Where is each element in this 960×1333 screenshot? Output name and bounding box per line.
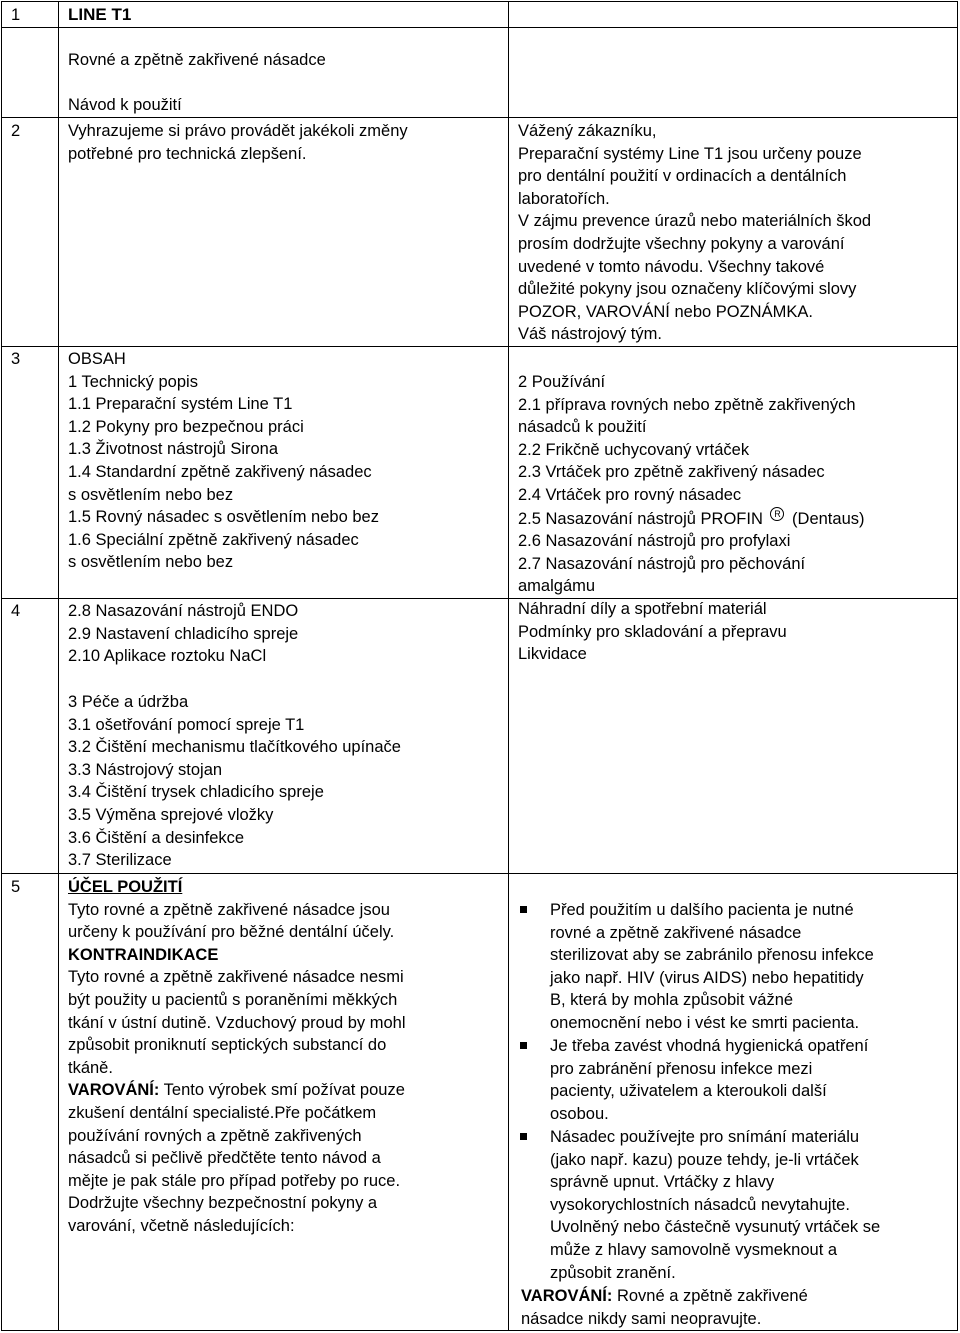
square-bullet-icon (520, 1042, 527, 1049)
row-number-5: 5 (11, 878, 21, 896)
toc-entry: 3 Péče a údržba (68, 693, 189, 711)
toc-entry: 3.4 Čištění trysek chladicího spreje (68, 783, 324, 802)
letter-line: uvedené v tomto návodu. Všechny takové (518, 257, 825, 276)
row-divider-2 (1, 117, 958, 118)
letter-line: Váš nástrojový tým. (518, 325, 662, 344)
toc-entry: 3.5 Výměna sprejové vložky (68, 805, 274, 824)
contra-line: být použity u pacientů s poraněními měkkých (68, 990, 398, 1009)
toc-entry: 1.2 Pokyny pro bezpečnou práci (68, 417, 304, 436)
toc-entry: 2.8 Nasazování nástrojů ENDO (68, 602, 299, 620)
bullet-line: jako např. HIV (virus AIDS) nebo hepatitidy (550, 968, 864, 987)
toc-entry: 2.6 Nasazování nástrojů pro profylaxi (518, 532, 791, 551)
customer-letter (518, 120, 871, 346)
bullet-line: B, která by mohla způsobit vážné (550, 991, 794, 1010)
toc-entry-profin (518, 507, 865, 531)
bullet-line: sterilizovat aby se zabránilo přenosu infekce (550, 946, 874, 965)
letter-line: Preparační systémy Line T1 jsou určeny pouze (518, 144, 862, 163)
toc-entry: 1.5 Rovný násadec s osvětlením nebo bez (68, 508, 379, 527)
final-warning-text: Rovné a zpětně zakřivené (612, 1287, 808, 1305)
warning-line: násadců si pečlivě předčtěte tento návod a (68, 1149, 381, 1168)
warning-first-line (68, 1079, 406, 1102)
toc-entry: Náhradní díly a spotřební materiál (518, 599, 767, 618)
final-warning-first-line (521, 1285, 808, 1308)
warning-line: varování, včetně následujících: (68, 1216, 295, 1235)
toc-entry: s osvětlením nebo bez (68, 485, 234, 504)
bullet-line: může z hlavy samovolně vysmeknout a (550, 1240, 838, 1259)
column-divider-middle (508, 1, 509, 1331)
bullet-line: osobou. (550, 1104, 609, 1123)
bullet-line: pro zabránění přenosu infekce mezi (550, 1059, 813, 1078)
letter-line: důležité pokyny jsou označeny klíčovými slovy (518, 280, 857, 299)
purpose-heading: ÚČEL POUŽITÍ (68, 878, 183, 896)
bullet-line: vysokorychlostních násadců nevytahujte. (550, 1195, 850, 1214)
toc-entry: 3.1 ošetřování pomocí spreje T1 (68, 715, 305, 734)
toc-entry: 2.10 Aplikace roztoku NaCl (68, 647, 267, 666)
purpose-line: určeny k používání pro běžné dentální účely. (68, 923, 395, 942)
row-number-2: 2 (11, 122, 21, 140)
profin-text: 2.5 Nasazování nástrojů PROFIN (518, 509, 763, 528)
warning-text: Tento výrobek smí požívat pouze (159, 1081, 405, 1100)
warning-line: mějte je pak stále pro případ potřeby po ruce. (68, 1171, 401, 1190)
toc-entry: 2.9 Nastavení chladicího spreje (68, 624, 299, 643)
product-subtitle: Rovné a zpětně zakřivené násadce (68, 51, 326, 69)
toc-entry: 2.3 Vrtáček pro zpětně zakřivený násadec (518, 463, 825, 482)
toc-entry: 2 Používání (518, 373, 606, 391)
contra-line: způsobit proniknutí septických substancí do (68, 1036, 387, 1055)
toc-entry: 1.4 Standardní zpětně zakřivený násadec (68, 462, 372, 481)
row-number-1: 1 (11, 6, 21, 24)
letter-line: V zájmu prevence úrazů nebo materiálních škod (518, 212, 872, 231)
letter-line: POZOR, VAROVÁNÍ nebo POZNÁMKA. (518, 302, 813, 321)
toc-entry: 2.1 příprava rovných nebo zpětně zakřivených (518, 395, 856, 414)
warning-line: používání rovných a zpětně zakřivených (68, 1126, 362, 1145)
disclaimer-line: Vyhrazujeme si právo provádět jakékoli změny (68, 122, 408, 140)
toc-right (518, 371, 865, 666)
profin-suffix: (Dentaus) (792, 509, 865, 528)
toc-entry: Likvidace (518, 645, 587, 664)
product-title: LINE T1 (68, 5, 132, 24)
contraindication-heading: KONTRAINDIKACE (68, 945, 219, 964)
toc-entry: 2.2 Frikčně uchycovaný vrtáček (518, 440, 750, 459)
warning-label: VAROVÁNÍ: (68, 1081, 160, 1100)
warning-line: Dodržujte všechny bezpečnostní pokyny a (68, 1194, 378, 1213)
toc-entry: 3.7 Sterilizace (68, 851, 172, 870)
column-divider-number (58, 1, 59, 1331)
disclaimer-line: potřebné pro technická zlepšení. (68, 144, 307, 163)
row-number-4: 4 (11, 602, 21, 620)
bullet-line: rovné a zpětně zakřivené násadce (550, 923, 802, 942)
toc-entry: 3.3 Nástrojový stojan (68, 760, 223, 779)
toc-care-section (68, 691, 401, 872)
purpose-line: Tyto rovné a zpětně zakřivené násadce jsou (68, 900, 390, 919)
final-warning-line: násadce nikdy sami neopravujte. (521, 1309, 762, 1328)
row-divider-5 (1, 873, 958, 874)
bullet-line: onemocnění nebo i vést ke smrti pacienta. (550, 1013, 860, 1032)
bullet-line: Uvolněný nebo částečně vysunutý vrtáček se (550, 1218, 881, 1237)
row-divider-1 (1, 27, 958, 28)
letter-line: pro dentální použití v ordinacích a dentálních (518, 167, 847, 186)
toc-entry: 1 Technický popis (68, 372, 198, 391)
warning-line: zkušení dentální specialisté.Pře počátkem (68, 1103, 377, 1122)
contra-line: tkáně. (68, 1058, 113, 1077)
contra-line: tkání v ústní dutině. Vzduchový proud by mohl (68, 1013, 406, 1032)
contra-line: Tyto rovné a zpětně zakřivené násadce nesmi (68, 968, 404, 987)
letter-line: Vážený zákazníku, (518, 122, 657, 140)
toc-left-continued (68, 600, 298, 668)
toc-entry: 2.4 Vrtáček pro rovný násadec (518, 485, 742, 504)
final-warning-label: VAROVÁNÍ: (521, 1287, 613, 1305)
letter-line: laboratořích. (518, 189, 610, 208)
bullet-line: způsobit zranění. (550, 1263, 676, 1282)
toc-entry: 1.3 Životnost nástrojů Sirona (68, 440, 279, 459)
row-divider-3 (1, 346, 958, 347)
manual-heading: Návod k použití (68, 96, 182, 114)
toc-entry: 2.7 Nasazování nástrojů pro pěchování (518, 554, 806, 573)
bullet-line: Násadec používejte pro snímání materiálu (550, 1128, 860, 1146)
toc-entry: 1.6 Speciální zpětně zakřivený násadec (68, 530, 359, 549)
letter-line: prosím dodržujte všechny pokyny a varování (518, 234, 845, 253)
purpose-section (68, 876, 406, 1238)
square-bullet-icon (520, 1133, 527, 1140)
toc-entry: s osvětlením nebo bez (68, 553, 234, 572)
square-bullet-icon (520, 906, 527, 913)
final-warning (521, 1285, 808, 1330)
toc-entry: násadců k použití (518, 418, 647, 437)
toc-entry: 3.6 Čištění a desinfekce (68, 828, 245, 847)
toc-heading: OBSAH (68, 350, 126, 368)
row-number-3: 3 (11, 350, 21, 368)
bullet-line: pacienty, uživatelem a kteroukoli další (550, 1082, 827, 1101)
bullet-line: Je třeba zavést vhodná hygienická opatření (550, 1037, 869, 1055)
toc-entry: Podmínky pro skladování a přepravu (518, 622, 787, 641)
toc-left (68, 348, 379, 574)
registered-trademark-icon: R (770, 507, 784, 521)
toc-entry: amalgámu (518, 577, 596, 596)
bullet-line: správně upnut. Vrtáčky z hlavy (550, 1173, 775, 1192)
toc-entry: 1.1 Preparační systém Line T1 (68, 395, 293, 414)
toc-entry: 3.2 Čištění mechanismu tlačítkového upínače (68, 738, 401, 757)
bullet-line: Před použitím u dalšího pacienta je nutné (550, 901, 854, 919)
bullet-line: (jako např. kazu) pouze tehdy, je-li vrtáček (550, 1150, 859, 1169)
disclaimer-text (68, 120, 408, 165)
